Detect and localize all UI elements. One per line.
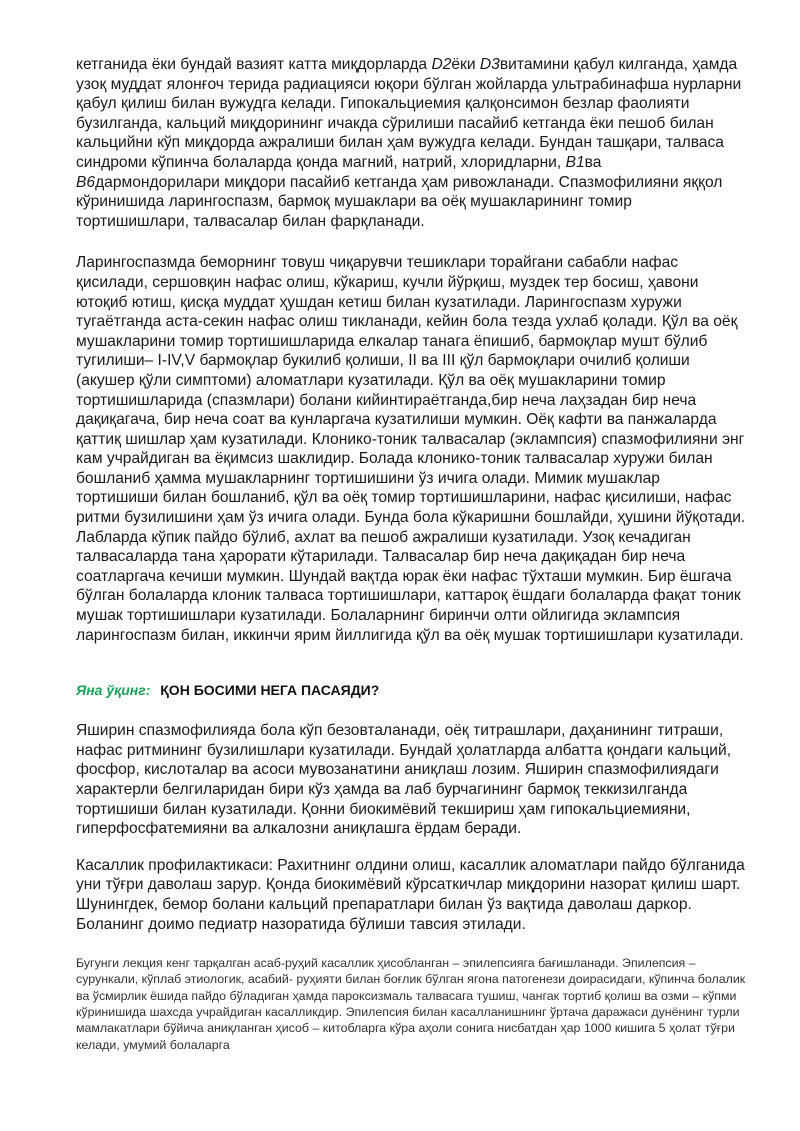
vitamin-b1: B1 <box>565 153 585 171</box>
paragraph-epilepsy-lecture: Бугунги лекция кенг тарқалган асаб-руҳий касаллик ҳисобланган – эпилепсияга бағишланади. Эпилепсия – сурункали, кўплаб этиологик, асабий- руҳияти билан боғлик бўлган ягона патогенези доирасидаги, кўпинча болалик ва ўсмирлик ёшида пайдо бўладиган ҳамда пароксизмаль талвасага тушиш, чангак тортиб қолиш ва озми – кўпми кўринишида шахсда учрайдиган касалликдир. Эпилепсия билан касалланишнинг ўртача даражаси дунёнинг турли мамлакатлари бўйича аниқланган ҳисоб – китобларга кўра аҳоли сонига нисбатдан ҳар 1000 кишига 5 ҳолат тўғри келади, умумий болаларга <box>76 956 746 1052</box>
p1-text-5: дармондорилари миқдори пасайиб кетганда ҳам ривожланади. Спазмофилияни яққол кўринишида ларингоспазм, бармоқ мушаклари ва оёқ мушакларининг томир тортишишлари, талвасалар билан фарқланади. <box>76 173 723 230</box>
paragraph-vitamin-causes <box>76 55 746 231</box>
p1-text-3: витамини қабул килганда, ҳамда узоқ муддат ялонғоч терида радиацияси юқори бўлган жойларда ультрабинафша нурларни қабул қилиш билан вужудга келади. Гипокальциемия қалқонсимон безлар фаолияти бузилганда, кальций миқдорининг ичакда сўрилиши пасайиб кетганда ёки пешоб билан кальцийни кўп миқдорда ажралиши билан ҳам вужудга келади. Бундан ташқари, талваса синдроми кўпинча болаларда қонда магний, натрий, хлоридларни, <box>76 56 742 171</box>
vitamin-d3: D3 <box>479 56 500 73</box>
vitamin-d2: D2 <box>431 56 452 73</box>
p1-text-4: ва <box>584 153 602 171</box>
paragraph-latent-spasmophilia: Яширин спазмофилияда бола кўп безовталанади, оёқ титрашлари, даҳанининг титраши, нафас ритмининг бузилишлари кузатилади. Бундай ҳолатларда албатта қондаги кальций, фосфор, кислоталар ва асоси мувозанатини аниқлаш лозим. Яширин спазмофилиядаги характерли белгиларидан бири кўз ҳамда ва лаб бурчагининг бармоқ теккизилганда тортишиши билан кузатилади. Қонни биокимёвий текшириш ҳам гипокальциемияни, гиперфосфатемияни ва алкалозни аниқлашга ёрдам беради. <box>76 722 732 838</box>
also-read-link[interactable]: ҚОН БОСИМИ НЕГА ПАСАЯДИ? <box>160 682 380 699</box>
also-read-label: Яна ўқинг: <box>76 682 151 699</box>
p1-text-2: ёки <box>451 56 480 73</box>
vitamin-b6: B6 <box>76 173 96 191</box>
p1-text-1: кетганида ёки бундай вазият катта миқдорларда <box>76 56 432 73</box>
also-read-block <box>76 680 746 700</box>
paragraph-laryngospasm: Ларингоспазмда беморнинг товуш чиқарувчи тешиклари торайгани сабабли нафас қисилади, сершовқин нафас олиш, кўкариш, кучли йўрқиш, муздек тер босиш, ҳавони ютоқиб ютиш, қисқа муддат ҳушдан кетиш билан кузатилади. Ларингоспазм хуружи тугаётганда аста-секин нафас олиш тикланади, кейин бола тезда ухлаб қолади. Қўл ва оёқ мушакларини томир тортишишларида елкалар танага ёпишиб, бармоқлар мушт бўлиб тугилиши– I-IV,V бармоқлар букилиб қолиши, II ва III қўл бармоқлари очилиб қолиши (акушер қўли симптоми) аломатлари кузатилади. Қўл ва оёқ мушакларини томир тортишишларида (спазмлари) болани кийинтираётганда,бир неча лаҳзадан бир неча дақиқагача, бир неча соат ва кунларгача кузатилиши мумкин. Оёқ кафти ва панжаларда қаттиқ шишлар ҳам кузатилади. Клонико-тоник талвасалар (эклампсия) спазмофилияни энг кам учрайдиган ва ёқимсиз шаклидир. Болада клонико-тоник талвасалар хуружи билан бошланиб ҳамма мушакларнинг тортишишини ўз ичига олади. Мимик мушаклар тортишиши билан бошланиб, қўл ва оёқ томир тортишишларини, нафас қисилиши, нафас ритми бузилишини ҳам ўз ичига олади. Бунда бола кўкаришни бошлайди, ҳушини йўқотади. Лабларда кўпик пайдо бўлиб, ахлат ва пешоб ажралиши кузатилади. Узоқ кечадиган талвасаларда тана ҳарорати кўтарилади. Талвасалар бир неча дақиқадан бир неча соатларгача кечиши мумкин. Шундай вақтда юрак ёки нафас тўхташи мумкин. Бир ёшгача бўлган болаларда клоник талваса тортишишлари, каттароқ ёшдаги болаларда фақат тоник мушак тортишишлари кузатилади. Болаларнинг биринчи олти ойлигида эклампсия ларингоспазм билан, иккинчи ярим йиллигида қўл ва оёқ мушак тортишишлари кузатилади. <box>76 254 746 644</box>
paragraph-prophylaxis: Касаллик профилактикаси: Рахитнинг олдини олиш, касаллик аломатлари пайдо бўлганида уни тўғри даволаш зарур. Қонда биокимёвий кўрсаткичлар миқдорини назорат қилиш шарт. Шунингдек, бемор болани кальций препаратлари билан ўз вақтида даволаш даркор. Боланинг доимо педиатр назоратида бўлиши тавсия этилади. <box>76 856 745 933</box>
document-page <box>76 55 746 1053</box>
